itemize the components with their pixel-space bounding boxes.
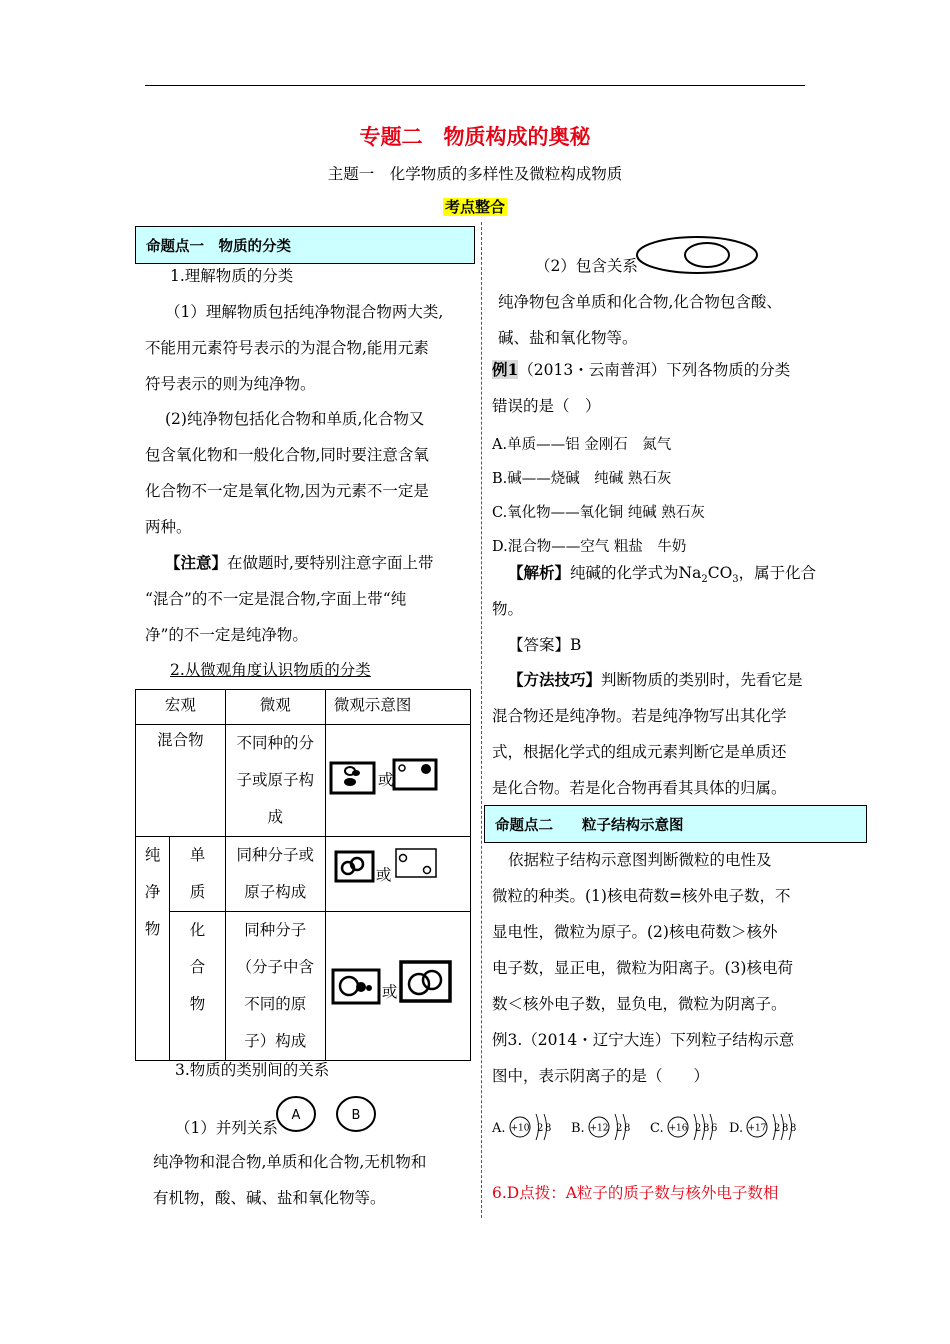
p2-line3: 化合物不一定是氧化物,因为元素不一定是	[145, 482, 429, 500]
atom-label: A.	[492, 1121, 506, 1136]
include-text2: 碱、盐和氧化物等。	[498, 329, 638, 347]
cell-mixture-diagram	[325, 725, 470, 837]
p2-line1: (2)纯净物包括化合物和单质,化合物又	[165, 410, 425, 428]
item1: 1.理解物质的分类	[170, 267, 294, 285]
ex1-text: （2013・云南普洱）下列各物质的分类	[518, 361, 791, 379]
note-line1	[165, 545, 433, 581]
element-diagram	[326, 837, 467, 907]
atom-label: B.	[571, 1121, 585, 1136]
method-line4: 是化合物。若是化合物再看其具体的归属。	[492, 779, 787, 797]
analysis-line2: 物。	[492, 600, 524, 618]
p1-line3: 符号表示的则为纯净物。	[145, 375, 316, 393]
analysis-line1: 【解析】纯碱的化学式为$Na_2CO_3$，属于化合	[508, 563, 817, 586]
nucleus-charge: +10	[510, 1123, 530, 1134]
p2-line2: 包含氧化物和一般化合物,同时要注意含氧	[145, 446, 429, 464]
shell-electrons: 8	[790, 1123, 797, 1134]
section2-title: 命题点二 粒子结构示意图	[495, 818, 684, 834]
or-1: 或	[377, 771, 394, 789]
note-line3: 净”的不一定是纯净物。	[145, 626, 308, 644]
p3-line4: 电子数，显正电，微粒为阳离子。(3)核电荷	[492, 959, 793, 977]
ex3-line2: 图中，表示阴离子的是（ ）	[492, 1067, 710, 1085]
page-subtitle: 主题一 化学物质的多样性及微粒构成物质	[327, 165, 623, 183]
cell-element: 单 质	[170, 837, 225, 912]
parallel-diagram	[270, 1094, 380, 1134]
ex1-label: 例1	[492, 360, 519, 379]
red-note: 6.D点拨：A粒子的质子数与核外电子数相	[492, 1184, 779, 1202]
th-micro: 微观	[225, 690, 325, 725]
shell-electrons: 8	[703, 1123, 710, 1134]
ex1-line1	[492, 352, 790, 388]
th-diagram: 微观示意图	[325, 690, 470, 725]
atom-label: C.	[650, 1121, 664, 1136]
page-title: 专题二 物质构成的奥秘	[359, 125, 591, 149]
shell-electrons: 6	[711, 1123, 718, 1134]
shell-electrons: 8	[624, 1123, 631, 1134]
shell-electrons: 2	[616, 1123, 623, 1134]
atom-1	[571, 1114, 630, 1140]
atom-0	[491, 1114, 551, 1140]
include-label: （2）包含关系	[535, 257, 638, 275]
th-macro: 宏观	[136, 690, 226, 725]
cell-compound-micro: 同种分子 （分子中含 不同的原 子）构成	[225, 912, 325, 1061]
atom-2	[650, 1114, 717, 1140]
mixture-diagram	[326, 725, 467, 835]
include-diagram	[632, 233, 767, 277]
analysis-label: 【解析】	[508, 563, 571, 582]
option-b: B.碱——烧碱 纯碱 熟石灰	[492, 471, 672, 487]
p1-line1: （1）理解物质包括纯净物混合物两大类,	[165, 303, 444, 321]
atom-label: D.	[729, 1121, 744, 1136]
kaodian-label: 考点整合	[444, 198, 505, 216]
parallel-a: A	[291, 1108, 301, 1123]
method-line1: 【方法技巧】判断物质的类别时，先看它是	[508, 670, 803, 689]
cell-compound: 化 合 物	[170, 912, 225, 1061]
p2-line4: 两种。	[145, 518, 192, 536]
item2: 2.从微观角度认识物质的分类	[170, 661, 371, 679]
note-line2: “混合”的不一定是混合物,字面上带“纯	[145, 590, 407, 608]
parallel-b: B	[351, 1108, 361, 1123]
kaodian-heading	[0, 196, 950, 217]
ex3-line1: 例3.（2014・辽宁大连）下列粒子结构示意	[492, 1031, 795, 1049]
p3-line3: 显电性，微粒为原子。(2)核电荷数＞核外	[492, 923, 778, 941]
shell-electrons: 8	[545, 1123, 552, 1134]
shell-electrons: 2	[774, 1123, 781, 1134]
or-3: 或	[381, 983, 398, 1001]
shell-electrons: 2	[537, 1123, 544, 1134]
section2-box	[484, 805, 867, 843]
method-line3: 式，根据化学式的组成元素判断它是单质还	[492, 743, 787, 761]
option-a: A.单质——铝 金刚石 氮气	[492, 437, 672, 453]
cell-pure: 纯 净 物	[136, 837, 170, 1061]
cell-element-micro: 同种分子或 原子构成	[225, 837, 325, 912]
column-divider	[481, 222, 482, 1218]
answer: 【答案】B	[508, 636, 582, 654]
item3: 3.物质的类别间的关系	[175, 1061, 330, 1079]
ex1-options	[492, 428, 705, 564]
parallel-text2: 有机物，酸、碱、盐和氧化物等。	[153, 1189, 386, 1207]
nucleus-charge: +17	[747, 1123, 767, 1134]
p3-line1: 依据粒子结构示意图判断微粒的电性及	[508, 851, 772, 869]
cell-mixture-micro: 不同种的分 子或原子构 成	[225, 725, 325, 837]
method-line2: 混合物还是纯净物。若是纯净物写出其化学	[492, 707, 787, 725]
cell-element-diagram	[325, 837, 470, 912]
note-label: 【注意】	[165, 553, 228, 572]
or-2: 或	[375, 866, 392, 884]
method-label: 【方法技巧】	[508, 670, 602, 689]
cell-mixture: 混合物	[136, 725, 226, 837]
option-d: D.混合物——空气 粗盐 牛奶	[492, 539, 687, 555]
top-rule	[145, 85, 805, 86]
section1-title: 命题点一 物质的分类	[146, 239, 291, 255]
ex1-line2: 错误的是（ ）	[492, 397, 601, 415]
shell-electrons: 2	[695, 1123, 702, 1134]
nucleus-charge: +16	[668, 1123, 688, 1134]
note-text1: 在做题时,要特别注意字面上带	[227, 554, 434, 572]
option-c: C.氧化物——氧化铜 纯碱 熟石灰	[492, 505, 705, 521]
include-text1: 纯净物包含单质和化合物,化合物包含酸、	[498, 293, 782, 311]
atom-diagrams	[490, 1108, 810, 1148]
parallel-label: （1）并列关系	[175, 1119, 278, 1137]
p3-line2: 微粒的种类。(1)核电荷数=核外电子数，不	[492, 887, 791, 905]
p1-line2: 不能用元素符号表示的为混合物,能用元素	[145, 339, 429, 357]
atom-3	[729, 1114, 796, 1140]
classification-table	[135, 689, 471, 1061]
shell-electrons: 8	[782, 1123, 789, 1134]
cell-compound-diagram	[325, 912, 470, 1061]
nucleus-charge: +12	[589, 1123, 609, 1134]
parallel-text1: 纯净物和混合物,单质和化合物,无机物和	[153, 1153, 427, 1171]
p3-line5: 数＜核外电子数，显负电，微粒为阴离子。	[492, 995, 787, 1013]
